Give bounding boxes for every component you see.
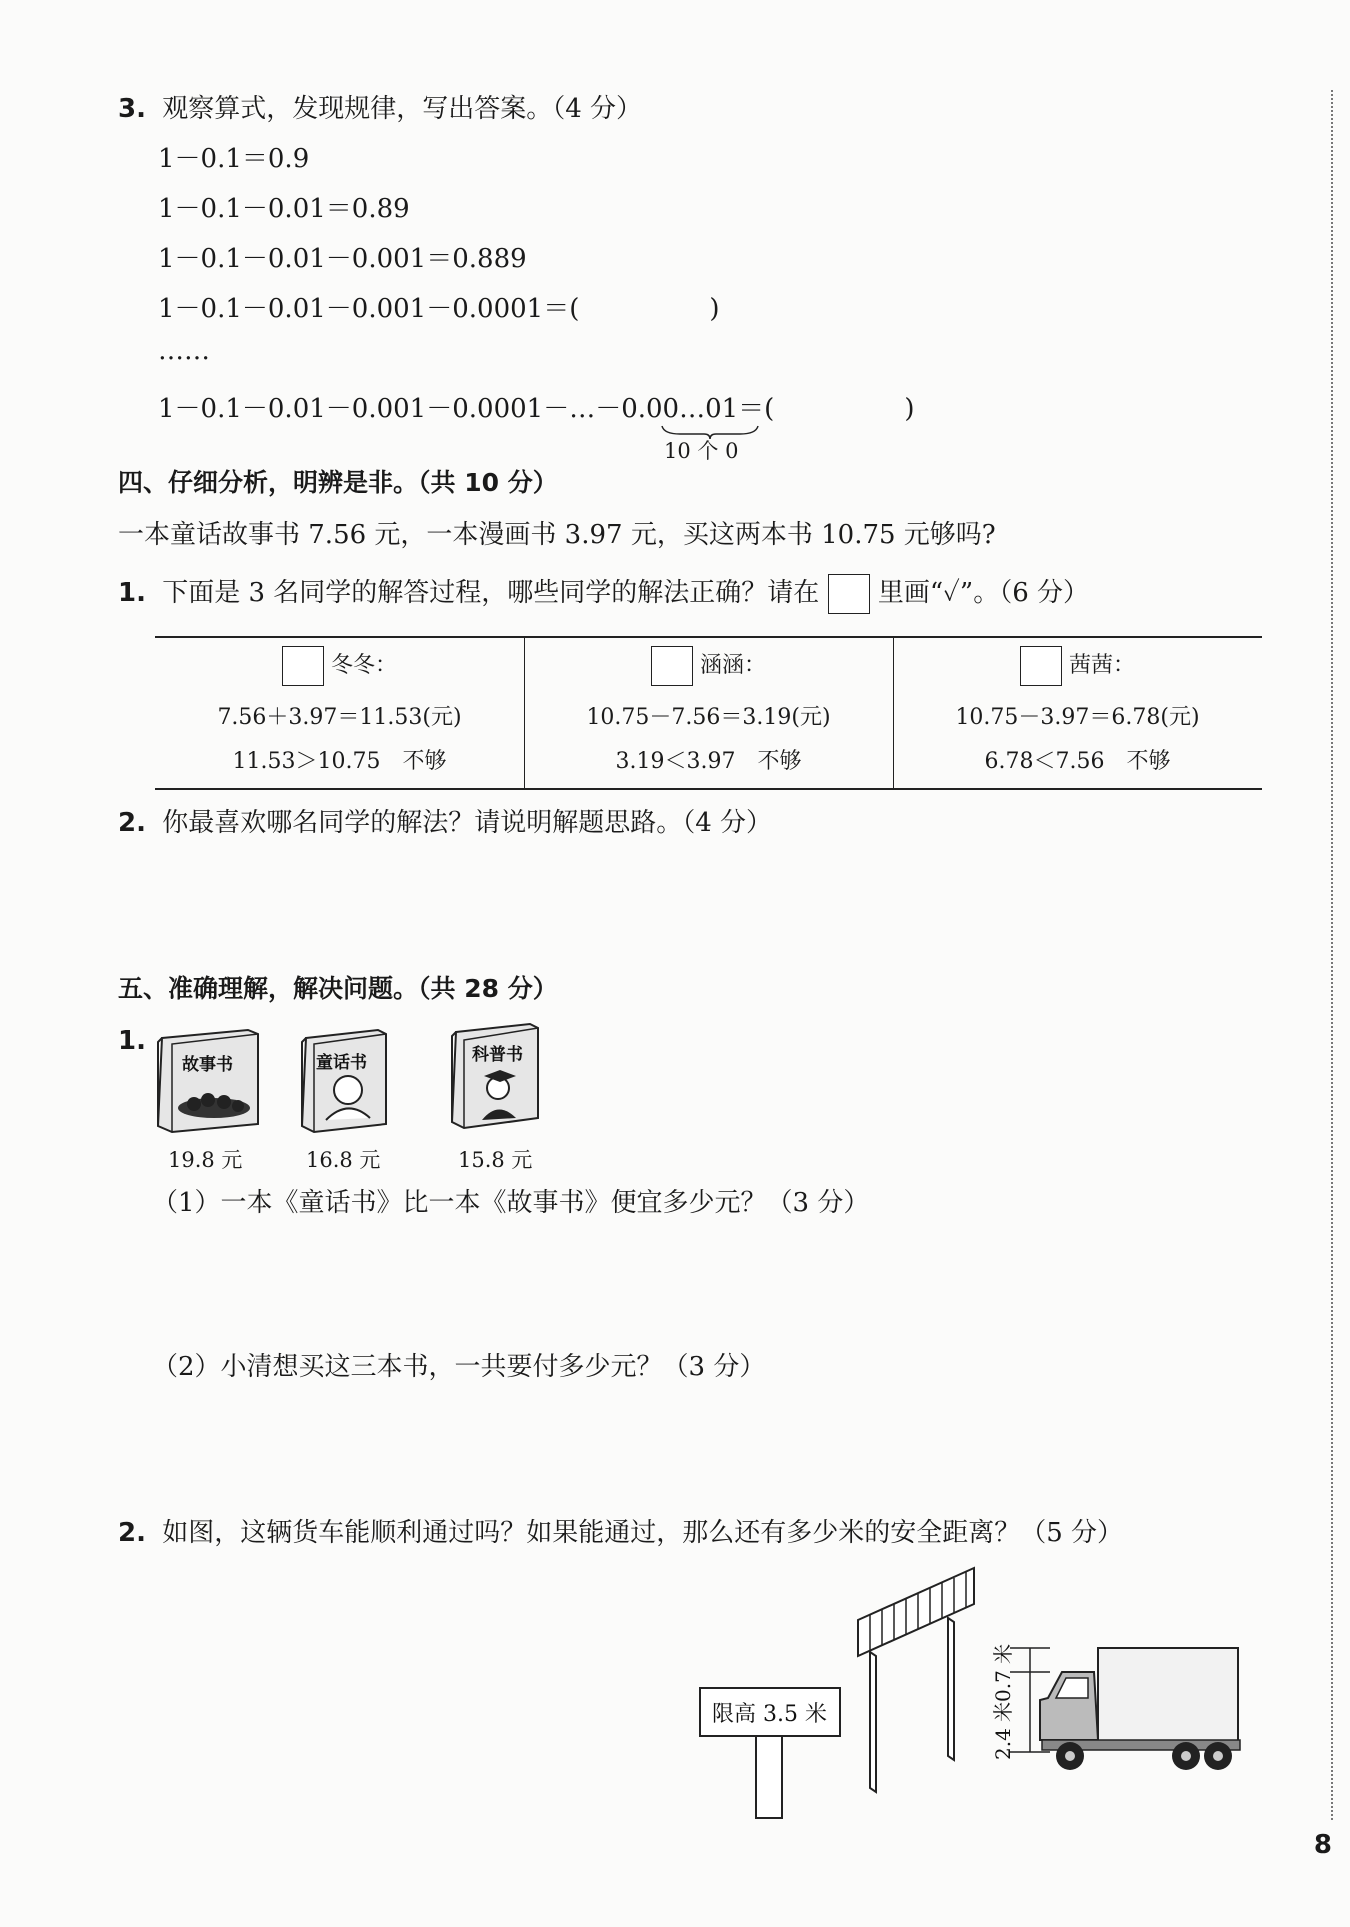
- s4-q1-text-a: 下面是 3 名同学的解答过程，哪些同学的解法正确？请在: [162, 578, 820, 608]
- story-book-icon: [158, 1030, 258, 1132]
- page-number: 8: [1313, 1830, 1332, 1860]
- sign-post: [756, 1736, 782, 1818]
- book-label: 童话书: [316, 1053, 367, 1073]
- student-calc: 10.75－3.97＝6.78(元): [955, 705, 1200, 730]
- q3-line-2: 1－0.1－0.01＝0.89: [158, 194, 410, 224]
- q3-line-4: 1－0.1－0.01－0.001－0.0001＝( ): [158, 294, 720, 324]
- science-book-icon: [452, 1024, 538, 1128]
- q3-last-brace: 00…0: [646, 394, 722, 424]
- truck-icon: [1040, 1648, 1240, 1770]
- margin-dotted-line: [1331, 90, 1333, 1820]
- s4-q1-number: 1.: [118, 578, 146, 608]
- s4-q2-number: 2.: [118, 808, 146, 838]
- s5-q2-heading: [118, 1516, 1123, 1550]
- gate-icon: [858, 1568, 974, 1792]
- student-compare: 11.53＞10.75 不够: [232, 749, 447, 774]
- book-label: 故事书: [182, 1055, 233, 1075]
- fairy-tale-book-icon: [302, 1030, 386, 1132]
- s4-q1-text-b: 里画“✓”。（6 分）: [877, 578, 1090, 608]
- q3-last-line: [158, 392, 914, 426]
- q3-brace-label: 10 个 0: [664, 439, 739, 463]
- answer-checkbox-dongdong[interactable]: [282, 646, 324, 686]
- book-price: 16.8 元: [306, 1148, 381, 1172]
- q3-number: 3.: [118, 94, 146, 124]
- book-label: 科普书: [472, 1045, 523, 1065]
- student-column-dongdong: [155, 638, 524, 788]
- s4-q1-heading: [118, 574, 1089, 614]
- student-column-hanhan: [524, 638, 893, 788]
- s4-q2-heading: [118, 806, 772, 840]
- student-column-xixi: [893, 638, 1262, 788]
- s4-q2-text: 你最喜欢哪名同学的解法？请说明解题思路。（4 分）: [162, 808, 773, 838]
- student-name: 涵涵：: [699, 653, 766, 678]
- section-5-title: 五、准确理解，解决问题。（共 28 分）: [118, 974, 558, 1003]
- book-price: 19.8 元: [168, 1148, 243, 1172]
- s5-q1-2: （2）小清想买这三本书，一共要付多少元？（3 分）: [152, 1352, 766, 1382]
- q3-line-1: 1－0.1＝0.9: [158, 144, 310, 174]
- s5-q2-number: 2.: [118, 1518, 146, 1548]
- example-checkbox: [828, 574, 870, 614]
- answer-checkbox-xixi[interactable]: [1020, 646, 1062, 686]
- sign-text: 限高 3.5 米: [712, 1702, 827, 1727]
- s5-q2-text: 如图，这辆货车能顺利通过吗？如果能通过，那么还有多少米的安全距离？（5 分）: [162, 1518, 1124, 1548]
- q3-last-prefix: 1－0.1－0.01－0.001－0.0001－…－0.: [158, 394, 646, 424]
- solutions-table: [155, 636, 1262, 790]
- section-4-title: 四、仔细分析，明辨是非。（共 10 分）: [118, 468, 558, 497]
- q3-last-suffix: 1＝( ): [721, 394, 915, 424]
- q3-heading: [118, 92, 642, 126]
- q3-title: 观察算式，发现规律，写出答案。（4 分）: [162, 94, 643, 124]
- dimension-label-bottom: 2.4 米: [991, 1701, 1015, 1760]
- dimension-label-top: 0.7 米: [991, 1643, 1015, 1702]
- student-name: 冬冬：: [330, 653, 397, 678]
- truck-gate-illustration: [690, 1560, 1270, 1830]
- book-price: 15.8 元: [458, 1148, 533, 1172]
- s5-q1-number: 1.: [118, 1026, 146, 1056]
- q3-ellipsis: ……: [158, 336, 210, 366]
- section-4-problem: 一本童话故事书 7.56 元，一本漫画书 3.97 元，买这两本书 10.75 元够吗?: [118, 520, 996, 550]
- books-illustration: [150, 1020, 550, 1140]
- answer-checkbox-hanhan[interactable]: [651, 646, 693, 686]
- student-compare: 6.78＜7.56 不够: [984, 749, 1171, 774]
- student-compare: 3.19＜3.97 不够: [615, 749, 802, 774]
- student-calc: 10.75－7.56＝3.19(元): [586, 705, 831, 730]
- q3-line-3: 1－0.1－0.01－0.001＝0.889: [158, 244, 527, 274]
- student-calc: 7.56＋3.97＝11.53(元): [217, 705, 462, 730]
- s5-q1-1: （1）一本《童话书》比一本《故事书》便宜多少元？（3 分）: [152, 1188, 870, 1218]
- student-name: 茜茜：: [1068, 653, 1135, 678]
